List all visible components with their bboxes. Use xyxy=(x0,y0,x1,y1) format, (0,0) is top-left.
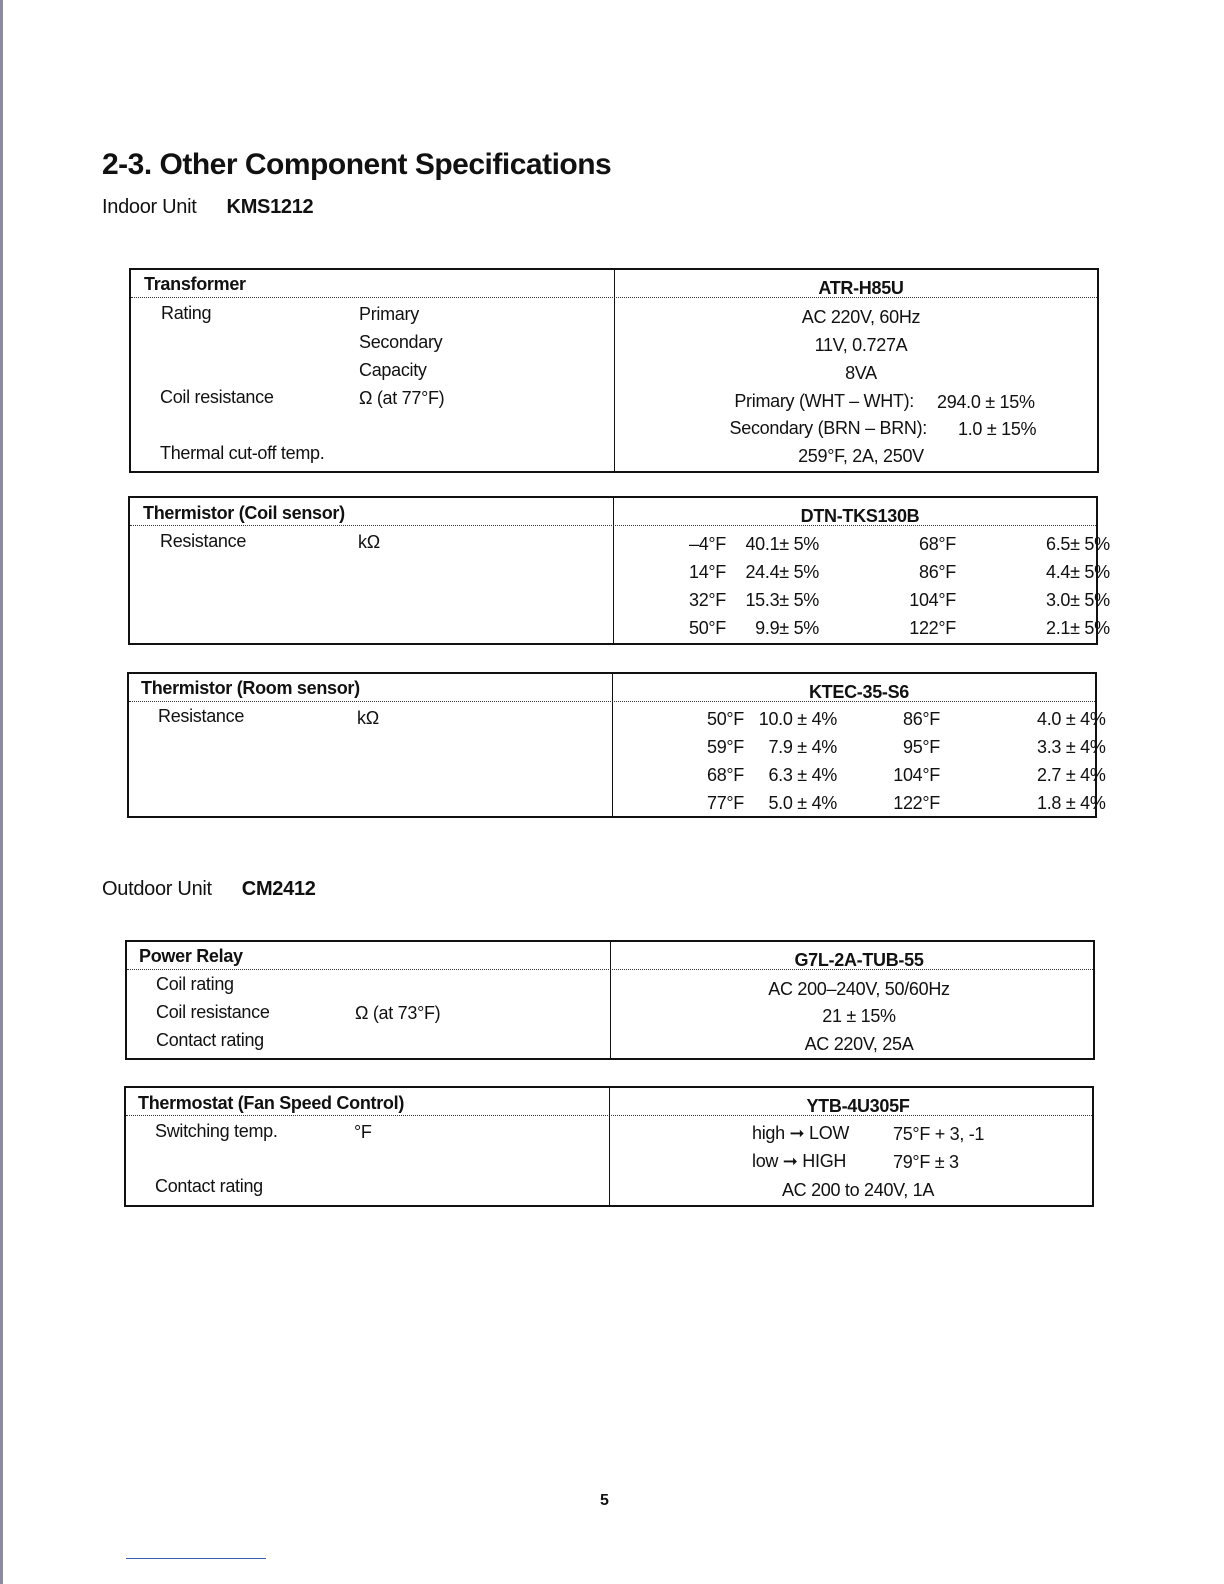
room-sensor-heading: Thermistor (Room sensor) xyxy=(141,678,360,698)
resistance-row-temp-2: 104°F xyxy=(909,590,956,610)
coil-sensor-table xyxy=(128,496,1110,645)
column-divider xyxy=(609,1088,610,1205)
coil-rating-value: AC 200–240V, 50/60Hz xyxy=(768,979,950,999)
indoor-unit-model: KMS1212 xyxy=(226,196,314,218)
resistance-row-temp-2: 104°F xyxy=(893,765,940,785)
column-divider xyxy=(614,270,615,471)
relay-coil-resistance-unit: Ω (at 73°F) xyxy=(355,1003,441,1023)
relay-coil-resistance-value: 21 ± 15% xyxy=(822,1006,896,1026)
resistance-row-temp-1: 77°F xyxy=(706,793,744,813)
resistance-row-temp-1: –4°F xyxy=(688,534,726,554)
resistance-row-temp-2: 122°F xyxy=(909,618,956,638)
switching-temp-unit: °F xyxy=(354,1122,372,1142)
page-title: 2-3. Other Component Specifications xyxy=(102,148,612,181)
resistance-row-value-1: 10.0 ± 4% xyxy=(758,709,837,729)
indoor-unit-line xyxy=(102,196,313,219)
high-low-value: 75°F + 3, -1 xyxy=(893,1124,985,1144)
secondary-label: Secondary xyxy=(359,332,443,352)
coil-sensor-heading: Thermistor (Coil sensor) xyxy=(143,503,345,523)
resistance-row-value-1: 40.1± 5% xyxy=(745,534,819,554)
resistance-row-temp-1: 68°F xyxy=(706,765,744,785)
header-separator xyxy=(130,525,1096,526)
resistance-row-temp-2: 122°F xyxy=(893,793,940,813)
thermostat-contact-rating-label: Contact rating xyxy=(155,1176,263,1196)
resistance-row-value-2: 3.0± 5% xyxy=(1046,590,1110,610)
relay-coil-resistance-label: Coil resistance xyxy=(156,1002,270,1022)
room-sensor-table xyxy=(127,672,1106,818)
power-relay-table xyxy=(125,940,1095,1060)
header-separator xyxy=(131,297,1097,298)
transformer-heading: Transformer xyxy=(144,274,246,294)
resistance-row-value-1: 7.9 ± 4% xyxy=(768,737,837,757)
coil-primary-label: Primary (WHT – WHT): xyxy=(734,391,914,411)
resistance-row-temp-1: 32°F xyxy=(688,590,726,610)
resistance-row-value-1: 5.0 ± 4% xyxy=(768,793,837,813)
resistance-row-temp-1: 50°F xyxy=(706,709,744,729)
secondary-value: 11V, 0.727A xyxy=(814,335,908,355)
thermostat-part-number: YTB-4U305F xyxy=(806,1096,910,1116)
resistance-row-value-2: 6.5± 5% xyxy=(1046,534,1110,554)
column-divider xyxy=(612,674,613,816)
resistance-row-value-2: 1.8 ± 4% xyxy=(1037,793,1106,813)
resistance-row-temp-2: 86°F xyxy=(902,709,940,729)
transformer-table xyxy=(129,268,1099,473)
room-sensor-unit: kΩ xyxy=(357,708,379,728)
resistance-row-value-1: 9.9± 5% xyxy=(755,618,819,638)
header-separator xyxy=(127,969,1093,970)
coil-primary-value: 294.0 ± 15% xyxy=(937,392,1035,412)
high-low-label: high ➞ LOW xyxy=(752,1123,850,1143)
low-high-value: 79°F ± 3 xyxy=(893,1152,959,1172)
relay-contact-rating-label: Contact rating xyxy=(156,1030,264,1050)
coil-sensor-resistance-label: Resistance xyxy=(160,531,247,551)
primary-label: Primary xyxy=(359,304,419,324)
resistance-row-temp-1: 14°F xyxy=(688,562,726,582)
thermostat-contact-rating-value: AC 200 to 240V, 1A xyxy=(781,1180,935,1200)
resistance-row-value-2: 4.0 ± 4% xyxy=(1037,709,1106,729)
resistance-row-temp-2: 86°F xyxy=(918,562,956,582)
room-sensor-resistance-label: Resistance xyxy=(158,706,245,726)
low-high-label: low ➞ HIGH xyxy=(752,1151,847,1171)
thermostat-table xyxy=(124,1086,1094,1207)
rating-label: Rating xyxy=(161,303,212,323)
footer-rule xyxy=(126,1558,266,1559)
coil-rating-label: Coil rating xyxy=(156,974,234,994)
primary-value: AC 220V, 60Hz xyxy=(801,307,921,327)
resistance-row-temp-1: 59°F xyxy=(706,737,744,757)
coil-sensor-part-number: DTN-TKS130B xyxy=(800,506,920,526)
page-left-edge xyxy=(0,0,3,1584)
power-relay-heading: Power Relay xyxy=(139,946,243,966)
outdoor-unit-model: CM2412 xyxy=(241,878,316,900)
header-separator xyxy=(126,1115,1092,1116)
coil-secondary-label: Secondary (BRN – BRN): xyxy=(729,418,927,438)
switching-temp-label: Switching temp. xyxy=(155,1121,278,1141)
coil-sensor-unit: kΩ xyxy=(358,532,380,552)
power-relay-part-number: G7L-2A-TUB-55 xyxy=(794,950,924,970)
outdoor-unit-line xyxy=(102,878,316,901)
relay-contact-rating-value: AC 220V, 25A xyxy=(804,1034,914,1054)
column-divider xyxy=(613,498,614,643)
resistance-row-value-1: 6.3 ± 4% xyxy=(768,765,837,785)
resistance-row-value-2: 2.1± 5% xyxy=(1046,618,1110,638)
capacity-label: Capacity xyxy=(359,360,427,380)
indoor-unit-label: Indoor Unit xyxy=(102,196,197,218)
resistance-row-value-2: 3.3 ± 4% xyxy=(1037,737,1106,757)
resistance-row-value-2: 2.7 ± 4% xyxy=(1037,765,1106,785)
column-divider xyxy=(610,942,611,1058)
room-sensor-part-number: KTEC-35-S6 xyxy=(808,682,910,702)
coil-resistance-label: Coil resistance xyxy=(160,387,274,407)
resistance-row-temp-2: 68°F xyxy=(918,534,956,554)
capacity-value: 8VA xyxy=(845,363,877,383)
thermal-cutoff-label: Thermal cut-off temp. xyxy=(160,443,325,463)
outdoor-unit-label: Outdoor Unit xyxy=(102,878,212,900)
thermostat-heading: Thermostat (Fan Speed Control) xyxy=(138,1093,405,1113)
resistance-row-value-1: 15.3± 5% xyxy=(745,590,819,610)
resistance-row-value-1: 24.4± 5% xyxy=(745,562,819,582)
coil-resistance-unit: Ω (at 77°F) xyxy=(359,388,445,408)
page-number: 5 xyxy=(600,1492,609,1509)
resistance-row-value-2: 4.4± 5% xyxy=(1046,562,1110,582)
transformer-part-number: ATR-H85U xyxy=(818,278,904,298)
header-separator xyxy=(129,701,1095,702)
resistance-row-temp-1: 50°F xyxy=(688,618,726,638)
resistance-row-temp-2: 95°F xyxy=(902,737,940,757)
coil-secondary-value: 1.0 ± 15% xyxy=(958,419,1037,439)
thermal-cutoff-value: 259°F, 2A, 250V xyxy=(798,446,924,466)
